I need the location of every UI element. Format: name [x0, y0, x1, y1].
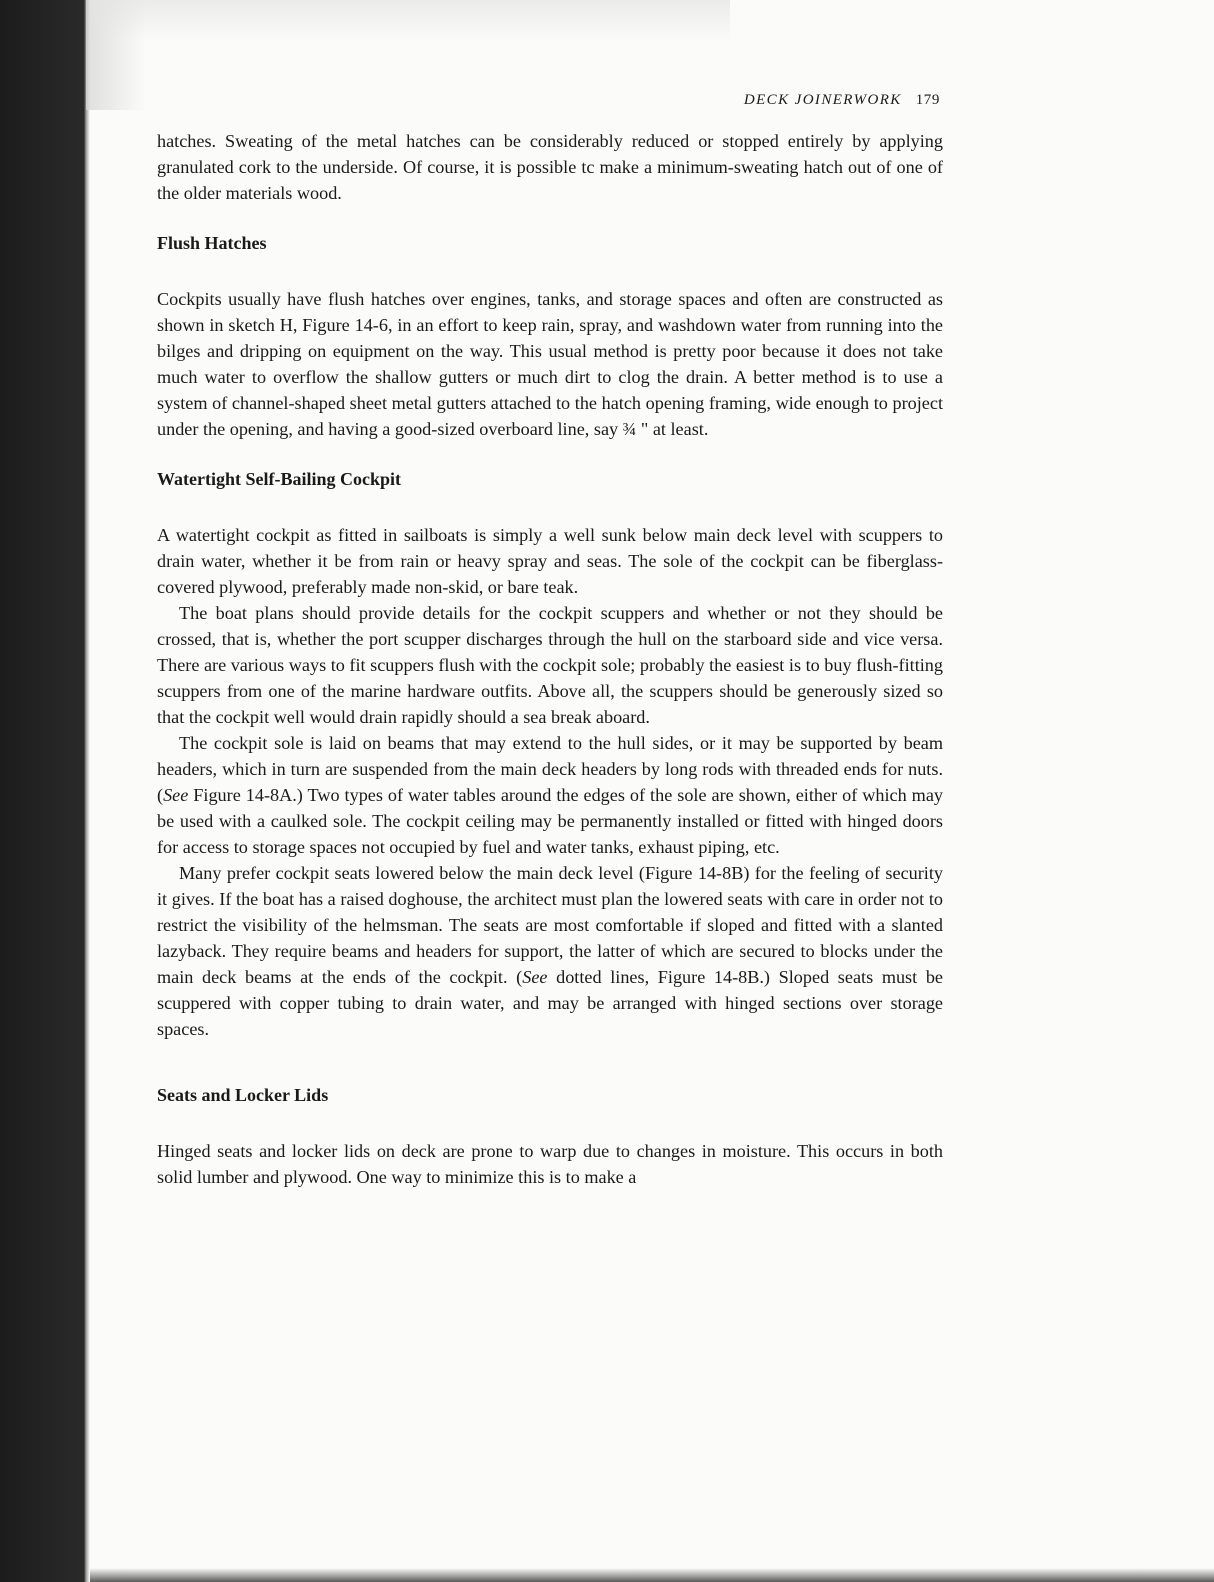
body-text — [157, 128, 943, 1190]
scan-edge-bottom — [90, 1568, 1214, 1582]
text-run: dotted lines, Figure 14-8B.) Sloped seats must be scuppered with copper tubing to drain water, and may be arranged with hinged sections over storage spaces. — [157, 967, 944, 1039]
paragraph — [157, 730, 943, 860]
section-heading-watertight-cockpit: Watertight Self-Bailing Cockpit — [157, 469, 401, 489]
scan-shadow-top — [90, 0, 730, 42]
paragraph: hatches. Sweating of the metal hatches can be considerably reduced or stopped entirely by applying granulated cork to the underside. Of course, it is possible tc make a minimum-sweating hatch out of one of the older materials wood. — [157, 131, 943, 203]
scan-edge-left — [0, 0, 90, 1582]
text-run: Figure 14-8A.) Two types of water tables around the edges of the sole are shown, either of which may be used with a caulked sole. The cockpit ceiling may be permanently installed or fitted with hinged doors for access to storage spaces not occupied by fuel and water tanks, exhaust piping, etc. — [157, 785, 943, 857]
text-run: Many prefer cockpit seats lowered below the main deck level (Figure 14-8B) for the feeling of security it gives. If the boat has a raised doghouse, the architect must plan the lowered seats with care in order not to restrict the visibility of the helmsman. The seats are most comfortable if sloped and fitted with a slanted lazyback. They require beams and headers for support, the latter of which are secured to blocks under the main deck beams at the ends of the cockpit. ( — [157, 863, 943, 987]
paragraph: A watertight cockpit as fitted in sailboats is simply a well sunk below main deck level with scuppers to drain water, whether it be from rain or heavy spray and seas. The sole of the cockpit can be fiberglass-covered plywood, preferably made non-skid, or bare teak. — [157, 525, 943, 597]
section-heading-flush-hatches: Flush Hatches — [157, 233, 267, 253]
running-head-title: DECK JOINERWORK — [743, 92, 902, 108]
see-reference: See — [522, 967, 548, 987]
paragraph: Cockpits usually have flush hatches over engines, tanks, and storage spaces and often are constructed as shown in sketch H, Figure 14-6, in an effort to keep rain, spray, and washdown water from running into the bilges and dripping on equipment on the way. This usual method is pretty poor because it does not take much water to overflow the shallow gutters or much dirt to clog the drain. A better method is to use a system of channel-shaped sheet metal gutters attached to the hatch opening framing, wide enough to project under the opening, and having a good-sized overboard line, say ¾ " at least. — [157, 289, 943, 439]
see-reference: See — [163, 785, 189, 805]
paragraph: Hinged seats and locker lids on deck are prone to warp due to changes in moisture. This occurs in both solid lumber and plywood. One way to minimize this is to make a — [157, 1141, 943, 1187]
page-number: 179 — [915, 92, 940, 108]
paragraph: The boat plans should provide details for the cockpit scuppers and whether or not they should be crossed, that is, whether the port scupper discharges through the hull on the starboard side and vice versa. There are various ways to fit scuppers flush with the cockpit sole; probably the easiest is to buy flush-fitting scuppers from one of the marine hardware outfits. Above all, the scuppers should be generously sized so that the cockpit well would drain rapidly should a sea break aboard. — [157, 603, 943, 727]
text-run: The cockpit sole is laid on beams that may extend to the hull sides, or it may be supported by beam headers, which in turn are suspended from the main deck headers by long rods with threaded ends for nuts. ( — [157, 733, 943, 805]
paragraph — [157, 860, 943, 1042]
running-head — [744, 92, 940, 109]
section-heading-seats-locker-lids: Seats and Locker Lids — [157, 1085, 329, 1105]
